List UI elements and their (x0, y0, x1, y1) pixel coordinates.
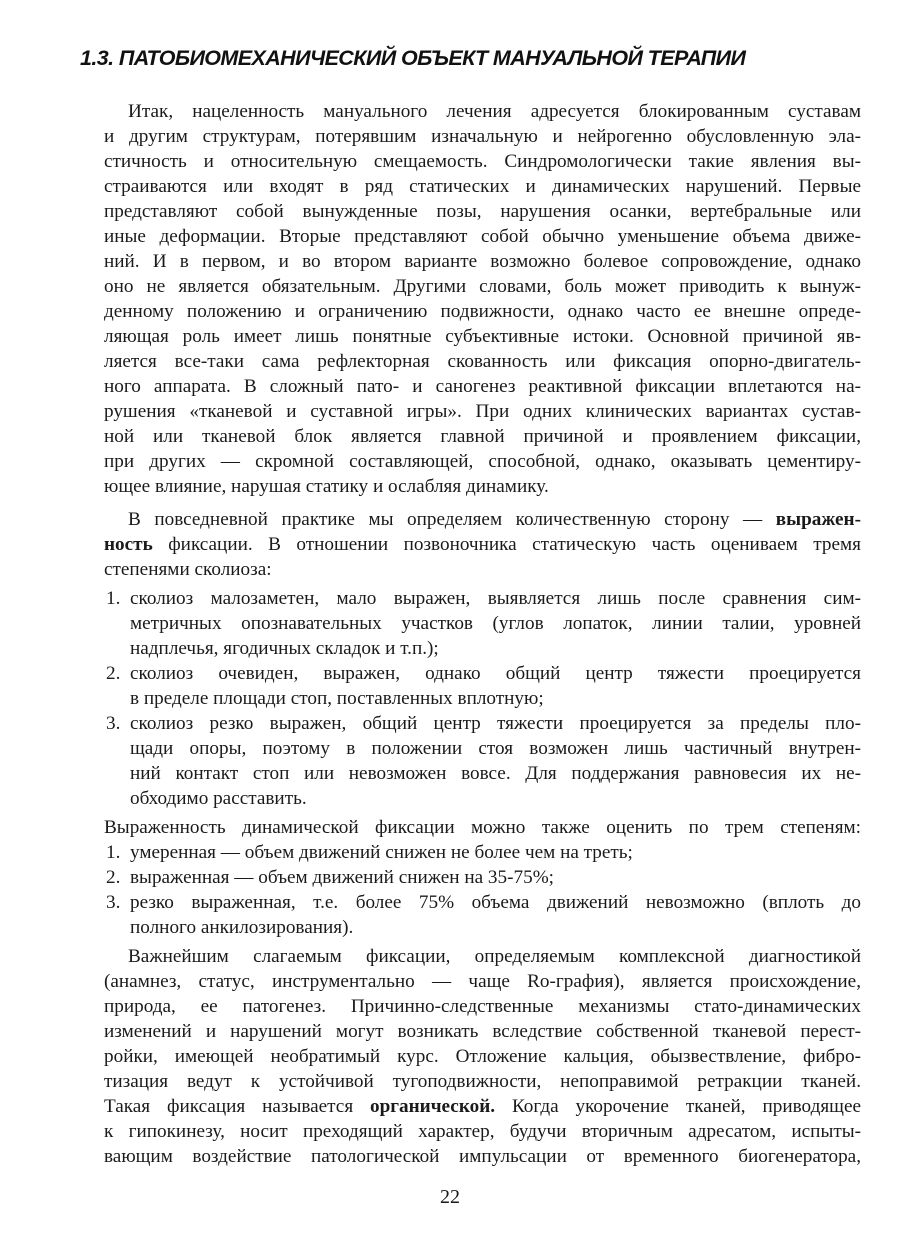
text-line: Итак, нацеленность мануального лечения адресуется блокированным суставам (128, 101, 861, 122)
text-line: ройки, имеющей необратимый курс. Отложение кальция, обызвествление, фибро- (104, 1046, 861, 1067)
list-item-line: выраженная — объем движений снижен на 35-75%; (130, 867, 555, 888)
page-number: 22 (440, 1186, 460, 1208)
list-item-line: полного анкилозирования). (130, 917, 354, 938)
text-span: Когда укорочение тканей, приводящее (495, 1096, 861, 1117)
dynamic-intro: Выраженность динамической фиксации можно также оценить по трем степеням: (104, 817, 861, 838)
text-line: представляют собой вынужденные позы, нарушения осанки, вертебральные или (104, 201, 861, 222)
text-line: ляющая роль имеет лишь понятные субъективные истоки. Основной причиной яв- (104, 326, 861, 347)
text-line: денному положению и ограничению подвижности, однако часто ее внешне опреде- (104, 301, 861, 322)
text-line: вающим воздействие патологической импульсации от временного биогенератора, (104, 1146, 861, 1167)
text-line: к гипокинезу, носит преходящий характер, будучи вторичным адресатом, испыты- (104, 1121, 861, 1142)
text-line (128, 508, 861, 532)
list-number: 1. (106, 588, 121, 609)
bold-term: выражен- (775, 509, 861, 530)
text-line (104, 1095, 861, 1119)
list-item-line: сколиоз очевиден, выражен, однако общий центр тяжести проецируется (130, 663, 861, 684)
text-line: тизация ведут к устойчивой тугоподвижности, непоправимой ретракции тканей. (104, 1071, 861, 1092)
list-item-line: надплечья, ягодичных складок и т.п.); (130, 638, 439, 659)
text-line: оно не является обязательным. Другими словами, боль может приводить к вынуж- (104, 276, 861, 297)
text-line: ющее влияние, нарушая статику и ослабляя динамику. (104, 476, 549, 497)
list-item-line: в пределе площади стоп, поставленных вплотную; (130, 688, 544, 709)
text-span: Такая фиксация называется (104, 1096, 371, 1117)
text-line: стичность и относительную смещаемость. Синдромологически такие явления вы- (104, 151, 861, 172)
text-span: В повседневной практике мы определяем количественную сторону — (128, 509, 776, 530)
text-line: природа, ее патогенез. Причинно-следственные механизмы стато-динамических (104, 996, 861, 1017)
list-item-line: умеренная — объем движений снижен не более чем на треть; (130, 842, 633, 863)
text-line: изменений и нарушений могут возникать вследствие собственной тканевой перест- (104, 1021, 861, 1042)
text-span: фиксации. В отношении позвоночника статическую часть оцениваем тремя (152, 534, 861, 555)
text-line (104, 533, 861, 557)
text-line: ний. И в первом, и во втором варианте возможно болевое сопровождение, однако (104, 251, 861, 272)
list-item-line: метричных опознавательных участков (углов лопаток, линии талии, уровней (130, 613, 861, 634)
text-line: ного аппарата. В сложный пато- и саногенез реактивной фиксации вплетаются на- (104, 376, 861, 397)
text-line: и другим структурам, потерявшим изначальную и нейрогенно обусловленную эла- (104, 126, 861, 147)
list-item-line: сколиоз малозаметен, мало выражен, выявляется лишь после сравнения сим- (130, 588, 861, 609)
list-number: 3. (106, 892, 121, 913)
list-number: 3. (106, 713, 121, 734)
bold-term: ность (104, 534, 153, 555)
text-line: Важнейшим слагаемым фиксации, определяемым комплексной диагностикой (128, 946, 861, 967)
text-line: при других — скромной составляющей, способной, однако, оказывать цементиру- (104, 451, 861, 472)
text-line: иные деформации. Вторые представляют собой обычно уменьшение объема движе- (104, 226, 861, 247)
bold-term: органической. (370, 1096, 496, 1117)
section-heading: 1.3. ПАТОБИОМЕХАНИЧЕСКИЙ ОБЪЕКТ МАНУАЛЬНОЙ ТЕРАПИИ (80, 46, 746, 70)
list-number: 2. (106, 867, 121, 888)
list-number: 1. (106, 842, 121, 863)
list-number: 2. (106, 663, 121, 684)
text-line: страиваются или входят в ряд статических и динамических нарушений. Первые (104, 176, 861, 197)
list-item-line: сколиоз резко выражен, общий центр тяжести проецируется за пределы пло- (130, 713, 861, 734)
text-line: ляется все-таки сама рефлекторная скованность или фиксация опорно-двигатель- (104, 351, 861, 372)
text-line: ной или тканевой блок является главной причиной и проявлением фиксации, (104, 426, 861, 447)
list-item-line: щади опоры, поэтому в положении стоя возможен лишь частичный внутрен- (130, 738, 861, 759)
text-line: степенями сколиоза: (104, 559, 272, 580)
list-item-line: резко выраженная, т.е. более 75% объема движений невозможно (вплоть до (130, 892, 861, 913)
list-item-line: обходимо расставить. (130, 788, 307, 809)
text-line: рушения «тканевой и суставной игры». При одних клинических вариантах сустав- (104, 401, 861, 422)
text-line: (анамнез, статус, инструментально — чаще Ro-графия), является происхождение, (104, 971, 861, 992)
list-item-line: ний контакт стоп или невозможен вовсе. Для поддержания равновесия их не- (130, 763, 861, 784)
